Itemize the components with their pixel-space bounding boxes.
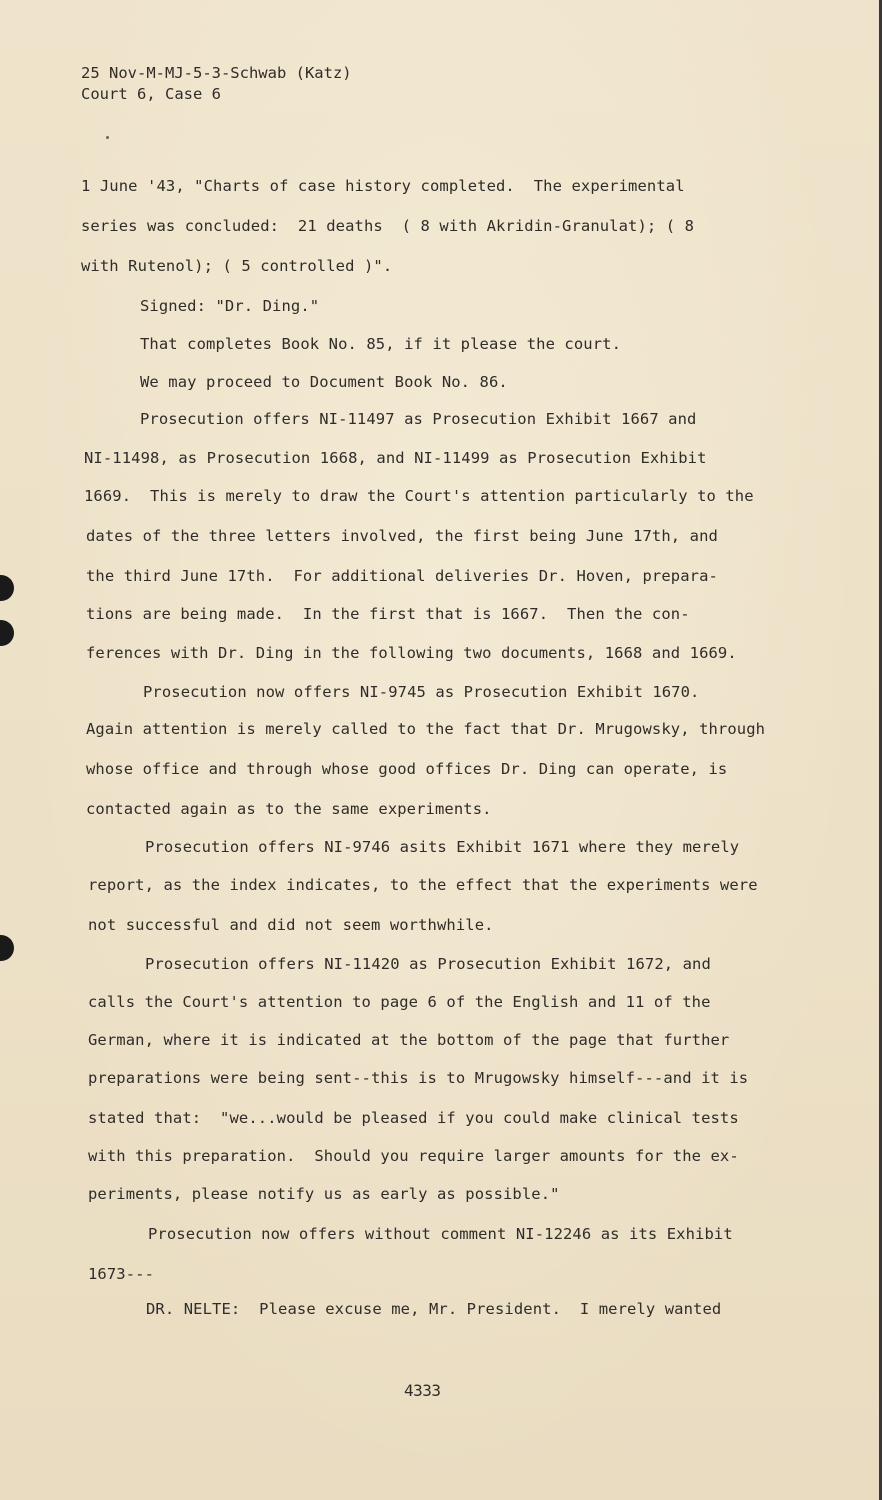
header-line-2: Court 6, Case 6 xyxy=(81,85,221,103)
body-line: not successful and did not seem worthwhile. xyxy=(88,916,494,934)
body-line: dates of the three letters involved, the first being June 17th, and xyxy=(86,527,718,545)
body-line: 1 June '43, "Charts of case history completed. The experimental xyxy=(81,177,685,195)
body-line: German, where it is indicated at the bottom of the page that further xyxy=(88,1031,730,1049)
body-line: the third June 17th. For additional deliveries Dr. Hoven, prepara- xyxy=(86,567,718,585)
document-header xyxy=(81,63,352,105)
body-line: 1669. This is merely to draw the Court's attention particularly to the xyxy=(84,487,754,505)
body-line: whose office and through whose good offices Dr. Ding can operate, is xyxy=(86,760,728,778)
body-line: Prosecution offers NI-11420 as Prosecution Exhibit 1672, and xyxy=(145,955,711,973)
body-line: preparations were being sent--this is to Mrugowsky himself---and it is xyxy=(88,1069,749,1087)
body-line: NI-11498, as Prosecution 1668, and NI-11499 as Prosecution Exhibit xyxy=(84,449,707,467)
body-line: calls the Court's attention to page 6 of the English and 11 of the xyxy=(88,993,711,1011)
header-line-1: 25 Nov-M-MJ-5-3-Schwab (Katz) xyxy=(81,64,352,82)
body-line: DR. NELTE: Please excuse me, Mr. President. I merely wanted xyxy=(146,1300,722,1318)
body-line: contacted again as to the same experiments. xyxy=(86,800,492,818)
punch-hole xyxy=(0,620,14,646)
punch-hole xyxy=(0,935,14,961)
body-line: tions are being made. In the first that is 1667. Then the con- xyxy=(86,605,690,623)
punch-hole xyxy=(0,575,14,601)
body-line: ferences with Dr. Ding in the following two documents, 1668 and 1669. xyxy=(86,644,737,662)
stray-mark xyxy=(106,136,109,139)
body-line: with this preparation. Should you require larger amounts for the ex- xyxy=(88,1147,739,1165)
body-line: Prosecution now offers NI-9745 as Prosecution Exhibit 1670. xyxy=(143,683,700,701)
body-line: stated that: "we...would be pleased if you could make clinical tests xyxy=(88,1109,739,1127)
body-line: Prosecution offers NI-11497 as Prosecution Exhibit 1667 and xyxy=(140,410,697,428)
body-line: 1673--- xyxy=(88,1265,155,1283)
body-line: Prosecution now offers without comment NI-12246 as its Exhibit xyxy=(148,1225,733,1243)
page-number: 4333 xyxy=(404,1381,441,1400)
body-line: Again attention is merely called to the fact that Dr. Mrugowsky, through xyxy=(86,720,766,738)
body-line: We may proceed to Document Book No. 86. xyxy=(140,373,508,391)
body-line: with Rutenol); ( 5 controlled )". xyxy=(81,257,393,275)
body-line: periments, please notify us as early as possible." xyxy=(88,1185,560,1203)
body-line: report, as the index indicates, to the effect that the experiments were xyxy=(88,876,758,894)
body-line: Prosecution offers NI-9746 asits Exhibit 1671 where they merely xyxy=(145,838,740,856)
body-line: series was concluded: 21 deaths ( 8 with Akridin-Granulat); ( 8 xyxy=(81,217,695,235)
body-line: Signed: "Dr. Ding." xyxy=(140,297,320,315)
body-line: That completes Book No. 85, if it please the court. xyxy=(140,335,622,353)
